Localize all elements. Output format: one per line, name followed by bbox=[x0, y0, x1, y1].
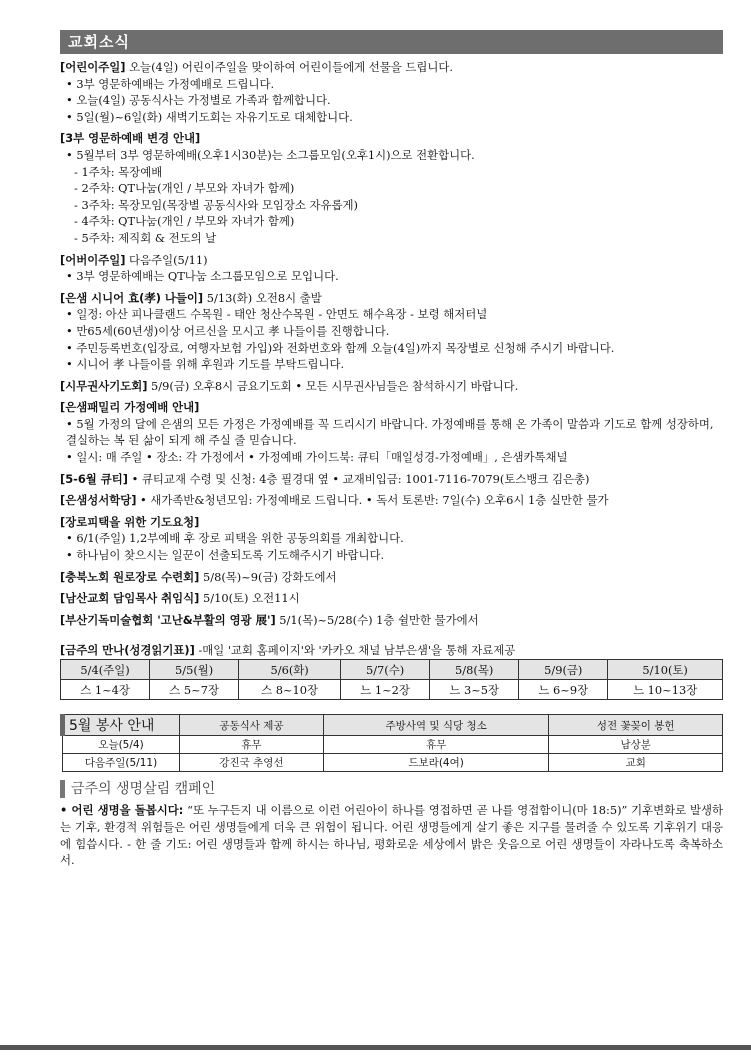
week-item: - 1주차: 목장예배 bbox=[74, 164, 163, 179]
campaign-text bbox=[60, 802, 723, 869]
notice-text: 다음주일(5/11) bbox=[125, 252, 208, 267]
notice-text: 오늘(4일) 어린이주일을 맞이하여 어린이들에게 선물을 드립니다. bbox=[125, 60, 454, 74]
table-cell: 교회 bbox=[549, 754, 723, 772]
bullet: • 3부 영문하예배는 가정예배로 드립니다. bbox=[66, 76, 275, 91]
manna-title: [금주의 만나(성경읽기표)] bbox=[60, 643, 195, 658]
reading-cell: 스 1~4장 bbox=[61, 680, 150, 700]
notice-text: 5/1(목)~5/28(수) 1층 쉴만한 물가에서 bbox=[275, 612, 479, 627]
notice-title: [은샘 시니어 효(孝) 나들이] bbox=[60, 290, 204, 305]
bullet: • 6/1(주일) 1,2부예배 후 장로 피택을 위한 공동의회를 개최합니다. bbox=[66, 531, 404, 546]
notice-title: [3부 영문하예배 변경 안내] bbox=[60, 131, 201, 146]
bullet: • 5월 가정의 달에 은샘의 모든 가정은 가정예배를 꼭 드리시기 바랍니다. 가정예배를 통해 온 가족이 말씀과 기도로 함께 성장하며, 결실하는 복 된 삶이 되게 해 주실 줄 믿습니다. bbox=[66, 416, 714, 448]
manna-section bbox=[60, 642, 723, 700]
day-cell: 5/4(주일) bbox=[61, 660, 150, 680]
table-cell: 남상분 bbox=[549, 736, 723, 754]
manna-text: -매일 '교회 홈페이지'와 '카카오 채널 남부은샘'을 통해 자료제공 bbox=[194, 643, 516, 658]
installation-notice bbox=[60, 590, 723, 607]
header-cell: 성전 꽃꽂이 봉헌 bbox=[549, 715, 723, 736]
table-cell: 휴무 bbox=[180, 736, 324, 754]
bullet: • 주민등록번호(입장료, 여행자보험 가입)와 전화번호와 함께 오늘(4일)까지 목장별로 신청해 주시기 바랍니다. bbox=[66, 340, 615, 355]
notice-title: [은샘성서학당] bbox=[60, 493, 137, 508]
bible-school-notice bbox=[60, 492, 723, 509]
bullet: • 시니어 孝 나들이를 위해 후원과 기도를 부탁드립니다. bbox=[66, 357, 345, 372]
header-cell: 주방사역 및 식당 청소 bbox=[323, 715, 549, 736]
week-item: - 2주차: QT나눔(개인 / 부모와 자녀가 함께) bbox=[74, 181, 295, 196]
week-item: - 5주차: 제직회 & 전도의 날 bbox=[74, 230, 217, 245]
row-label: 오늘(5/4) bbox=[63, 736, 180, 754]
campaign-lead: • 어린 생명을 돌봅시다: bbox=[60, 803, 184, 817]
table-cell: 드보라(4여) bbox=[323, 754, 549, 772]
campaign-title: 금주의 생명살림 캠페인 bbox=[60, 780, 723, 798]
worship-change-notice bbox=[60, 130, 723, 246]
notice-title: [장로피택을 위한 기도요청] bbox=[60, 514, 200, 529]
reading-cell: 스 8~10장 bbox=[239, 680, 341, 700]
senior-trip-notice bbox=[60, 290, 723, 373]
table-cell: 휴무 bbox=[323, 736, 549, 754]
bullet: • 만65세(60년생)이상 어르신을 모시고 孝 나들이를 진행합니다. bbox=[66, 323, 390, 338]
notice-text: 5/10(토) 오전11시 bbox=[199, 591, 300, 606]
notice-title: [은샘패밀리 가정예배 안내] bbox=[60, 400, 200, 415]
notice-text: 5/8(목)~9(금) 강화도에서 bbox=[199, 569, 337, 584]
day-cell: 5/8(목) bbox=[430, 660, 519, 680]
exhibition-notice bbox=[60, 612, 723, 629]
family-worship-notice bbox=[60, 399, 723, 465]
campaign-body: “또 누구든지 내 이름으로 이런 어린아이 하나를 영접하면 곧 나를 영접함이니(마 18:5)” 기후변화로 발생하는 기후, 환경적 위험들은 어린 생명들에게 더욱 큰 위험이 됩니다. 어린 생명들에게 살기 좋은 지구를 물려줄 수 있도록 기후위기 대응에 힘씁시다. - 한 줄 기도: 어린 생명들과 함께 하시는 하나님, 평화로운 세상에서 밝은 웃음으로 어린 생명들이 자라나도록 축복하소서. bbox=[60, 803, 723, 868]
reading-cell: 느 3~5장 bbox=[430, 680, 519, 700]
bullet: • 5일(월)~6일(화) 새벽기도회는 자유기도로 대체합니다. bbox=[66, 109, 353, 124]
notice-title: [어버이주일] bbox=[60, 252, 126, 267]
notice-title: [5-6월 큐티] bbox=[60, 471, 128, 486]
notice-title: [충북노회 원로장로 수련회] bbox=[60, 569, 200, 584]
notice-text: 5/13(화) 오전8시 출발 bbox=[203, 290, 322, 305]
elder-prayer-notice bbox=[60, 514, 723, 564]
row-label: 다음주일(5/11) bbox=[63, 754, 180, 772]
bottom-rule bbox=[0, 1045, 751, 1050]
bullet: • 3부 영문하예배는 QT나눔 소그룹모임으로 모입니다. bbox=[66, 269, 339, 284]
day-cell: 5/5(월) bbox=[150, 660, 239, 680]
week-item: - 4주차: QT나눔(개인 / 부모와 자녀가 함께) bbox=[74, 214, 295, 229]
table-cell: 강진국 추영선 bbox=[180, 754, 324, 772]
notice-title: [시무권사기도회] bbox=[60, 378, 148, 393]
week-item: - 3주차: 목장모임(목장별 공동식사와 모임장소 자유롭게) bbox=[74, 197, 358, 212]
bullet: • 일정: 아산 피나클랜드 수목원 - 태안 청산수목원 - 안면도 해수욕장 - 보령 해저터널 bbox=[66, 307, 488, 322]
header-cell: 공동식사 제공 bbox=[180, 715, 324, 736]
retreat-notice bbox=[60, 569, 723, 586]
reading-cell: 느 1~2장 bbox=[341, 680, 430, 700]
reading-cell: 느 10~13장 bbox=[608, 680, 723, 700]
volunteer-title: 5월 봉사 안내 bbox=[63, 715, 180, 736]
notice-title: [부산기독미술협회 '고난&부활의 영광 展'] bbox=[60, 612, 276, 627]
bullet: • 5월부터 3부 영문하예배(오후1시30분)는 소그룹모임(오후1시)으로 전환합니다. bbox=[66, 147, 475, 162]
bible-reading-table bbox=[60, 659, 723, 700]
parents-day-notice bbox=[60, 252, 723, 285]
notice-text: • 새가족반&청년모임: 가정예배로 드립니다. • 독서 토론반: 7일(수) 오후6시 1층 실만한 물가 bbox=[136, 493, 609, 508]
notice-title: [남산교회 담임목사 취임식] bbox=[60, 591, 200, 606]
notice-text: 5/9(금) 오후8시 금요기도회 • 모든 시무권사님들은 참석하시기 바랍니다. bbox=[147, 378, 519, 393]
reading-cell: 스 5~7장 bbox=[150, 680, 239, 700]
day-cell: 5/9(금) bbox=[519, 660, 608, 680]
bullet: • 하나님이 찾으시는 일꾼이 선출되도록 기도해주시기 바랍니다. bbox=[66, 548, 385, 563]
notice-title: [어린이주일] bbox=[60, 60, 126, 74]
church-news-page bbox=[60, 30, 723, 869]
day-cell: 5/10(토) bbox=[608, 660, 723, 680]
day-cell: 5/6(화) bbox=[239, 660, 341, 680]
notice-text: • 큐티교재 수령 및 신청: 4층 필경대 옆 • 교재비입금: 1001-7116-7079(토스뱅크 김은총) bbox=[127, 471, 590, 486]
qt-notice bbox=[60, 471, 723, 488]
volunteer-table bbox=[60, 714, 723, 772]
day-cell: 5/7(수) bbox=[341, 660, 430, 680]
bullet: • 오늘(4일) 공동식사는 가정별로 가족과 함께합니다. bbox=[66, 93, 331, 108]
reading-cell: 느 6~9장 bbox=[519, 680, 608, 700]
section-header: 교회소식 bbox=[60, 30, 723, 54]
deacon-prayer-notice bbox=[60, 378, 723, 395]
children-day-notice bbox=[60, 59, 723, 125]
bullet: • 일시: 매 주일 • 장소: 각 가정에서 • 가정예배 가이드북: 큐티「매일성경-가정예배」, 은샘카톡채널 bbox=[66, 450, 568, 465]
